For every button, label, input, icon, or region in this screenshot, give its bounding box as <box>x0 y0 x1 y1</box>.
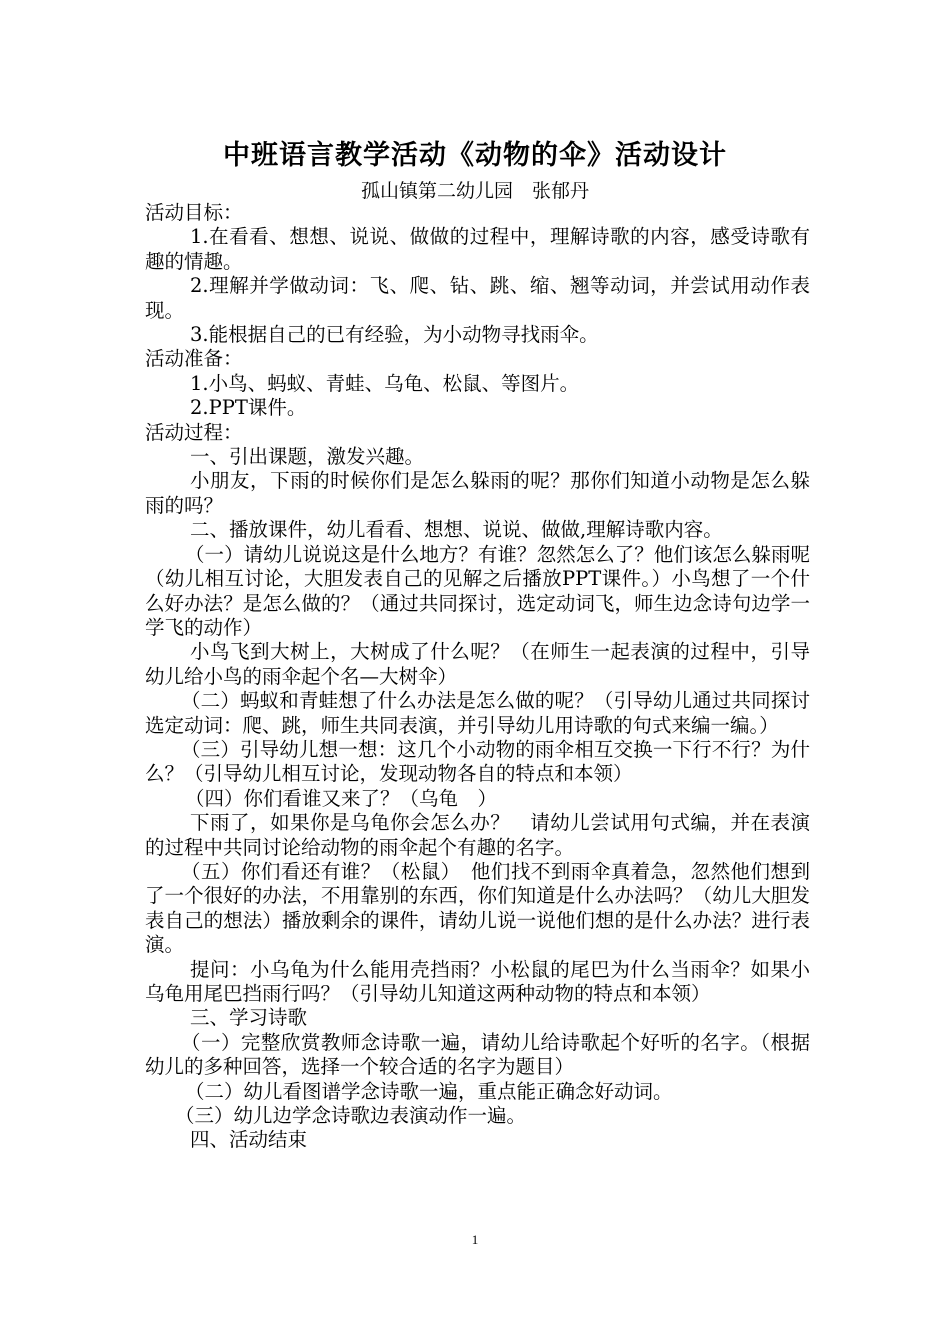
body-paragraph: （一）完整欣赏教师念诗歌一遍，请幼儿给诗歌起个好听的名字。（根据幼儿的多种回答，选择一个较合适的名字为题目） <box>145 1030 810 1079</box>
goal-item-1: 1.在看看、想想、说说、做做的过程中，理解诗歌的内容，感受诗歌有趣的情趣。 <box>145 225 810 273</box>
goal-item-2: 2.理解并学做动词：飞、爬、钻、跳、缩、翘等动词，并尝试用动作表现。 <box>145 274 810 322</box>
body-paragraph: （二）蚂蚁和青蛙想了什么办法是怎么做的呢？（引导幼儿通过共同探讨选定动词：爬、跳，师生共同表演，并引导幼儿用诗歌的句式来编一编。） <box>145 689 810 737</box>
author-line: 孤山镇第二幼儿园 张郁丹 <box>360 180 589 202</box>
body-paragraph: （三）幼儿边学念诗歌边表演动作一遍。 <box>175 1104 527 1128</box>
preparation-item-1: 1.小鸟、蚂蚁、青蛙、乌龟、松鼠、等图片。 <box>190 371 580 395</box>
preparation-item-2: 2.PPT课件。 <box>190 396 307 420</box>
body-paragraph: （四）你们看谁又来了？（乌龟 ） <box>185 786 498 810</box>
body-paragraph: （五）你们看还有谁？（松鼠） 他们找不到雨伞真着急，忽然他们想到了一个很好的办法，不用靠别的东西，你们知道是什么办法吗？（幼儿大胆发表自己的想法）播放剩余的课件，请幼儿说一说他们想的是什么办法？进行表演。 <box>145 859 810 957</box>
page-number: 1 <box>471 1232 479 1247</box>
process-step-1: 一、引出课题，激发兴趣。 <box>190 445 425 469</box>
process-step-4: 四、活动结束 <box>190 1128 308 1152</box>
section-heading-preparation: 活动准备： <box>145 347 243 371</box>
section-heading-process: 活动过程： <box>145 420 243 444</box>
body-paragraph: 提问：小乌龟为什么能用壳挡雨？小松鼠的尾巴为什么当雨伞？如果小乌龟用尾巴挡雨行吗？（引导幼儿知道这两种动物的特点和本领） <box>145 957 810 1005</box>
body-paragraph: 小鸟飞到大树上，大树成了什么呢？（在师生一起表演的过程中，引导幼儿给小鸟的雨伞起个名—大树伞） <box>145 640 810 688</box>
body-paragraph: 下雨了，如果你是乌龟你会怎么办？ 请幼儿尝试用句式编，并在表演的过程中共同讨论给动物的雨伞起个有趣的名字。 <box>145 811 810 859</box>
body-paragraph: 小朋友，下雨的时候你们是怎么躲雨的呢？那你们知道小动物是怎么躲雨的吗？ <box>145 469 810 517</box>
body-paragraph: （一）请幼儿说说这是什么地方？有谁？忽然怎么了？他们该怎么躲雨呢（幼儿相互讨论，大胆发表自己的见解之后播放PPT课件。）小鸟想了一个什么好办法？是怎么做的？（通过共同探讨，选定动词飞，师生边念诗句边学一学飞的动作） <box>145 542 810 639</box>
body-paragraph: （二）幼儿看图谱学念诗歌一遍，重点能正确念好动词。 <box>185 1079 673 1103</box>
document-body <box>145 201 810 1153</box>
body-paragraph: （三）引导幼儿想一想：这几个小动物的雨伞相互交换一下行不行？为什么？（引导幼儿相互讨论，发现动物各自的特点和本领） <box>145 737 810 786</box>
section-heading-goals: 活动目标： <box>145 201 243 224</box>
process-step-3: 三、学习诗歌 <box>190 1006 308 1030</box>
process-step-2: 二、播放课件，幼儿看看、想想、说说、做做,理解诗歌内容。 <box>190 518 723 542</box>
goal-item-3: 3.能根据自己的已有经验，为小动物寻找雨伞。 <box>190 323 599 347</box>
document-title: 中班语言教学活动《动物的伞》活动设计 <box>223 140 727 171</box>
